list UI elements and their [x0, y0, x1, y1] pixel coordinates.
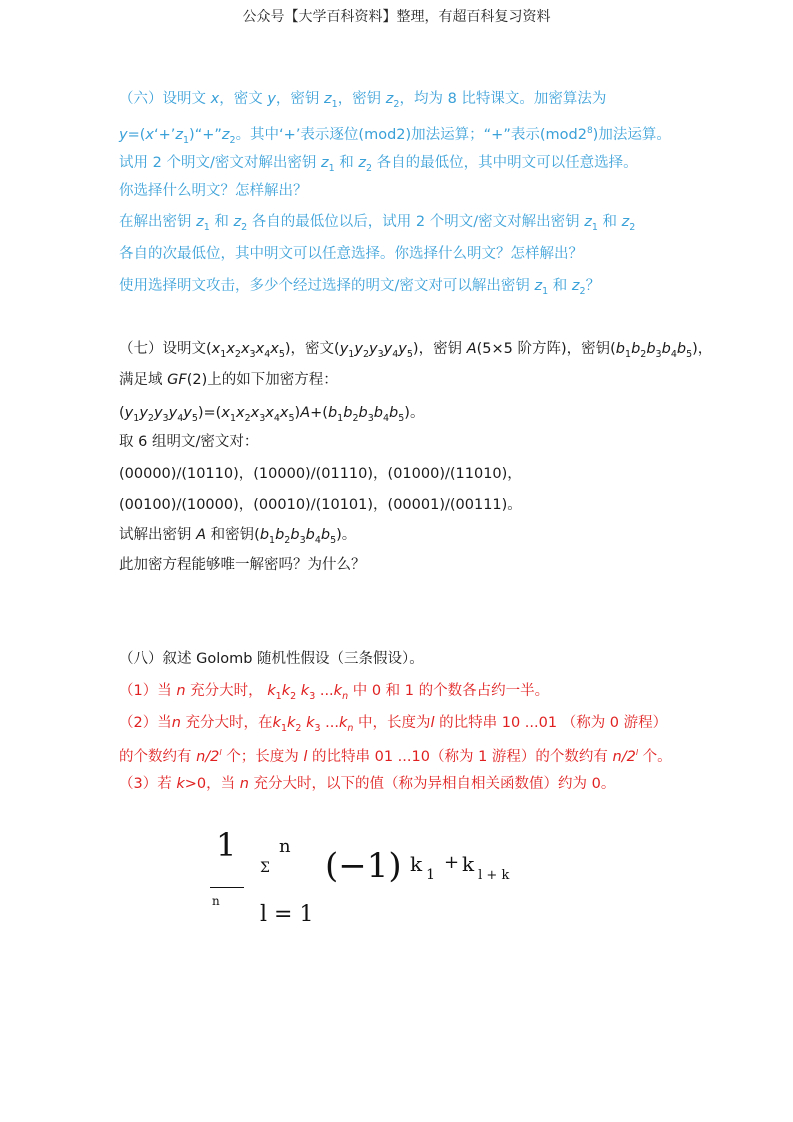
- section6-line7: 使用选择明文攻击，多少个经过选择的明文/密文对可以解出密钥 $z_1$ 和 $z_2$？: [119, 278, 601, 297]
- sum-lower-limit: l = 1: [260, 902, 314, 927]
- section7-line5: (00000)/(10110)，(10000)/(01110)，(01000)/(11010)，: [119, 466, 522, 482]
- exponent-k2: [462, 852, 510, 883]
- section7-line2: 满足域 GF(2)上的如下加密方程：: [119, 372, 338, 388]
- section6-line3: 试用 2 个明文/密文对解出密钥 $z_1$ 和 $z_2$ 各自的最低位，其中明文可以任意选择。: [119, 155, 638, 174]
- section8-line1: （八）叙述 Golomb 随机性假设（三条假设）。: [119, 651, 424, 667]
- section6-line4: 你选择什么明文？怎样解出？: [119, 183, 308, 199]
- formula-numerator: 1: [216, 826, 237, 864]
- exp-sub-1: 1: [426, 867, 436, 883]
- exp-k-symbol: k: [410, 852, 423, 876]
- section6-line5: 在解出密钥 $z_1$ 和 $z_2$ 各自的最低位以后，试用 2 个明文/密文对解出密钥 $z_1$ 和 $z_2$: [119, 214, 636, 233]
- exponent-plus: +: [444, 852, 460, 873]
- exp-k2-symbol: k: [462, 852, 475, 876]
- section7-line4: 取 6 组明文/密文对：: [119, 434, 259, 450]
- sum-upper-limit: n: [279, 836, 291, 857]
- section7-line8: 此加密方程能够唯一解密吗？为什么？: [119, 557, 366, 573]
- section8-line4: 的个数约有 n/2$^l$ 个；长度为 l 的比特串 01 ...10（称为 1 游程）的个数约有 n/2$^l$ 个。: [119, 748, 672, 765]
- formula-base: (−1): [325, 846, 402, 886]
- sigma-symbol: Σ: [260, 860, 270, 876]
- exponent-k1: [410, 852, 436, 883]
- section8-line5: （3）若 k>0，当 n 充分大时，以下的值（称为异相自相关函数值）约为 0。: [119, 776, 616, 792]
- fraction-bar: [210, 887, 244, 888]
- section6-line2: $y=(x‘+’z_1)“+”z_2$。其中‘+’表示逐位(mod2)加法运算；“+”表示$(mod2^8)$加法运算。: [119, 126, 671, 146]
- section8-line3: （2）当n 充分大时，在$k_1k_2$ $k_3$ $...k_n$ 中，长度为l 的比特串 10 ...01 （称为 0 游程）: [119, 715, 668, 734]
- section6-line1: （六）设明文 x，密文 y，密钥 $z_1$，密钥 $z_2$，均为 8 比特课文。加密算法为: [119, 91, 607, 110]
- section8-line2: （1）当 n 充分大时， $k_1k_2$ $k_3$ $...k_n$ 中 0 和 1 的个数各占约一半。: [119, 683, 550, 702]
- section7-line3: $(y_1y_2y_3y_4y_5)=(x_1x_2x_3x_4x_5)A+(b_1b_2b_3b_4b_5)$。: [119, 405, 425, 424]
- section7-line7: 试解出密钥 A 和密钥$(b_1b_2b_3b_4b_5)$。: [119, 527, 357, 546]
- exp-sub-2: l + k: [478, 868, 510, 883]
- section6-line6: 各自的次最低位，其中明文可以任意选择。你选择什么明文？怎样解出？: [119, 246, 583, 262]
- section7-line1: （七）设明文$(x_1x_2x_3x_4x_5)$，密文$(y_1y_2y_3y_4y_5)$，密钥 A(5×5 阶方阵)，密钥$(b_1b_2b_3b_4b_5)$，: [119, 341, 713, 360]
- section7-line6: (00100)/(10000)，(00010)/(10101)，(00001)/(00111)。: [119, 497, 522, 513]
- page-header: 公众号【大学百科资料】整理，有超百科复习资料: [242, 9, 551, 25]
- formula-denominator: n: [212, 894, 220, 908]
